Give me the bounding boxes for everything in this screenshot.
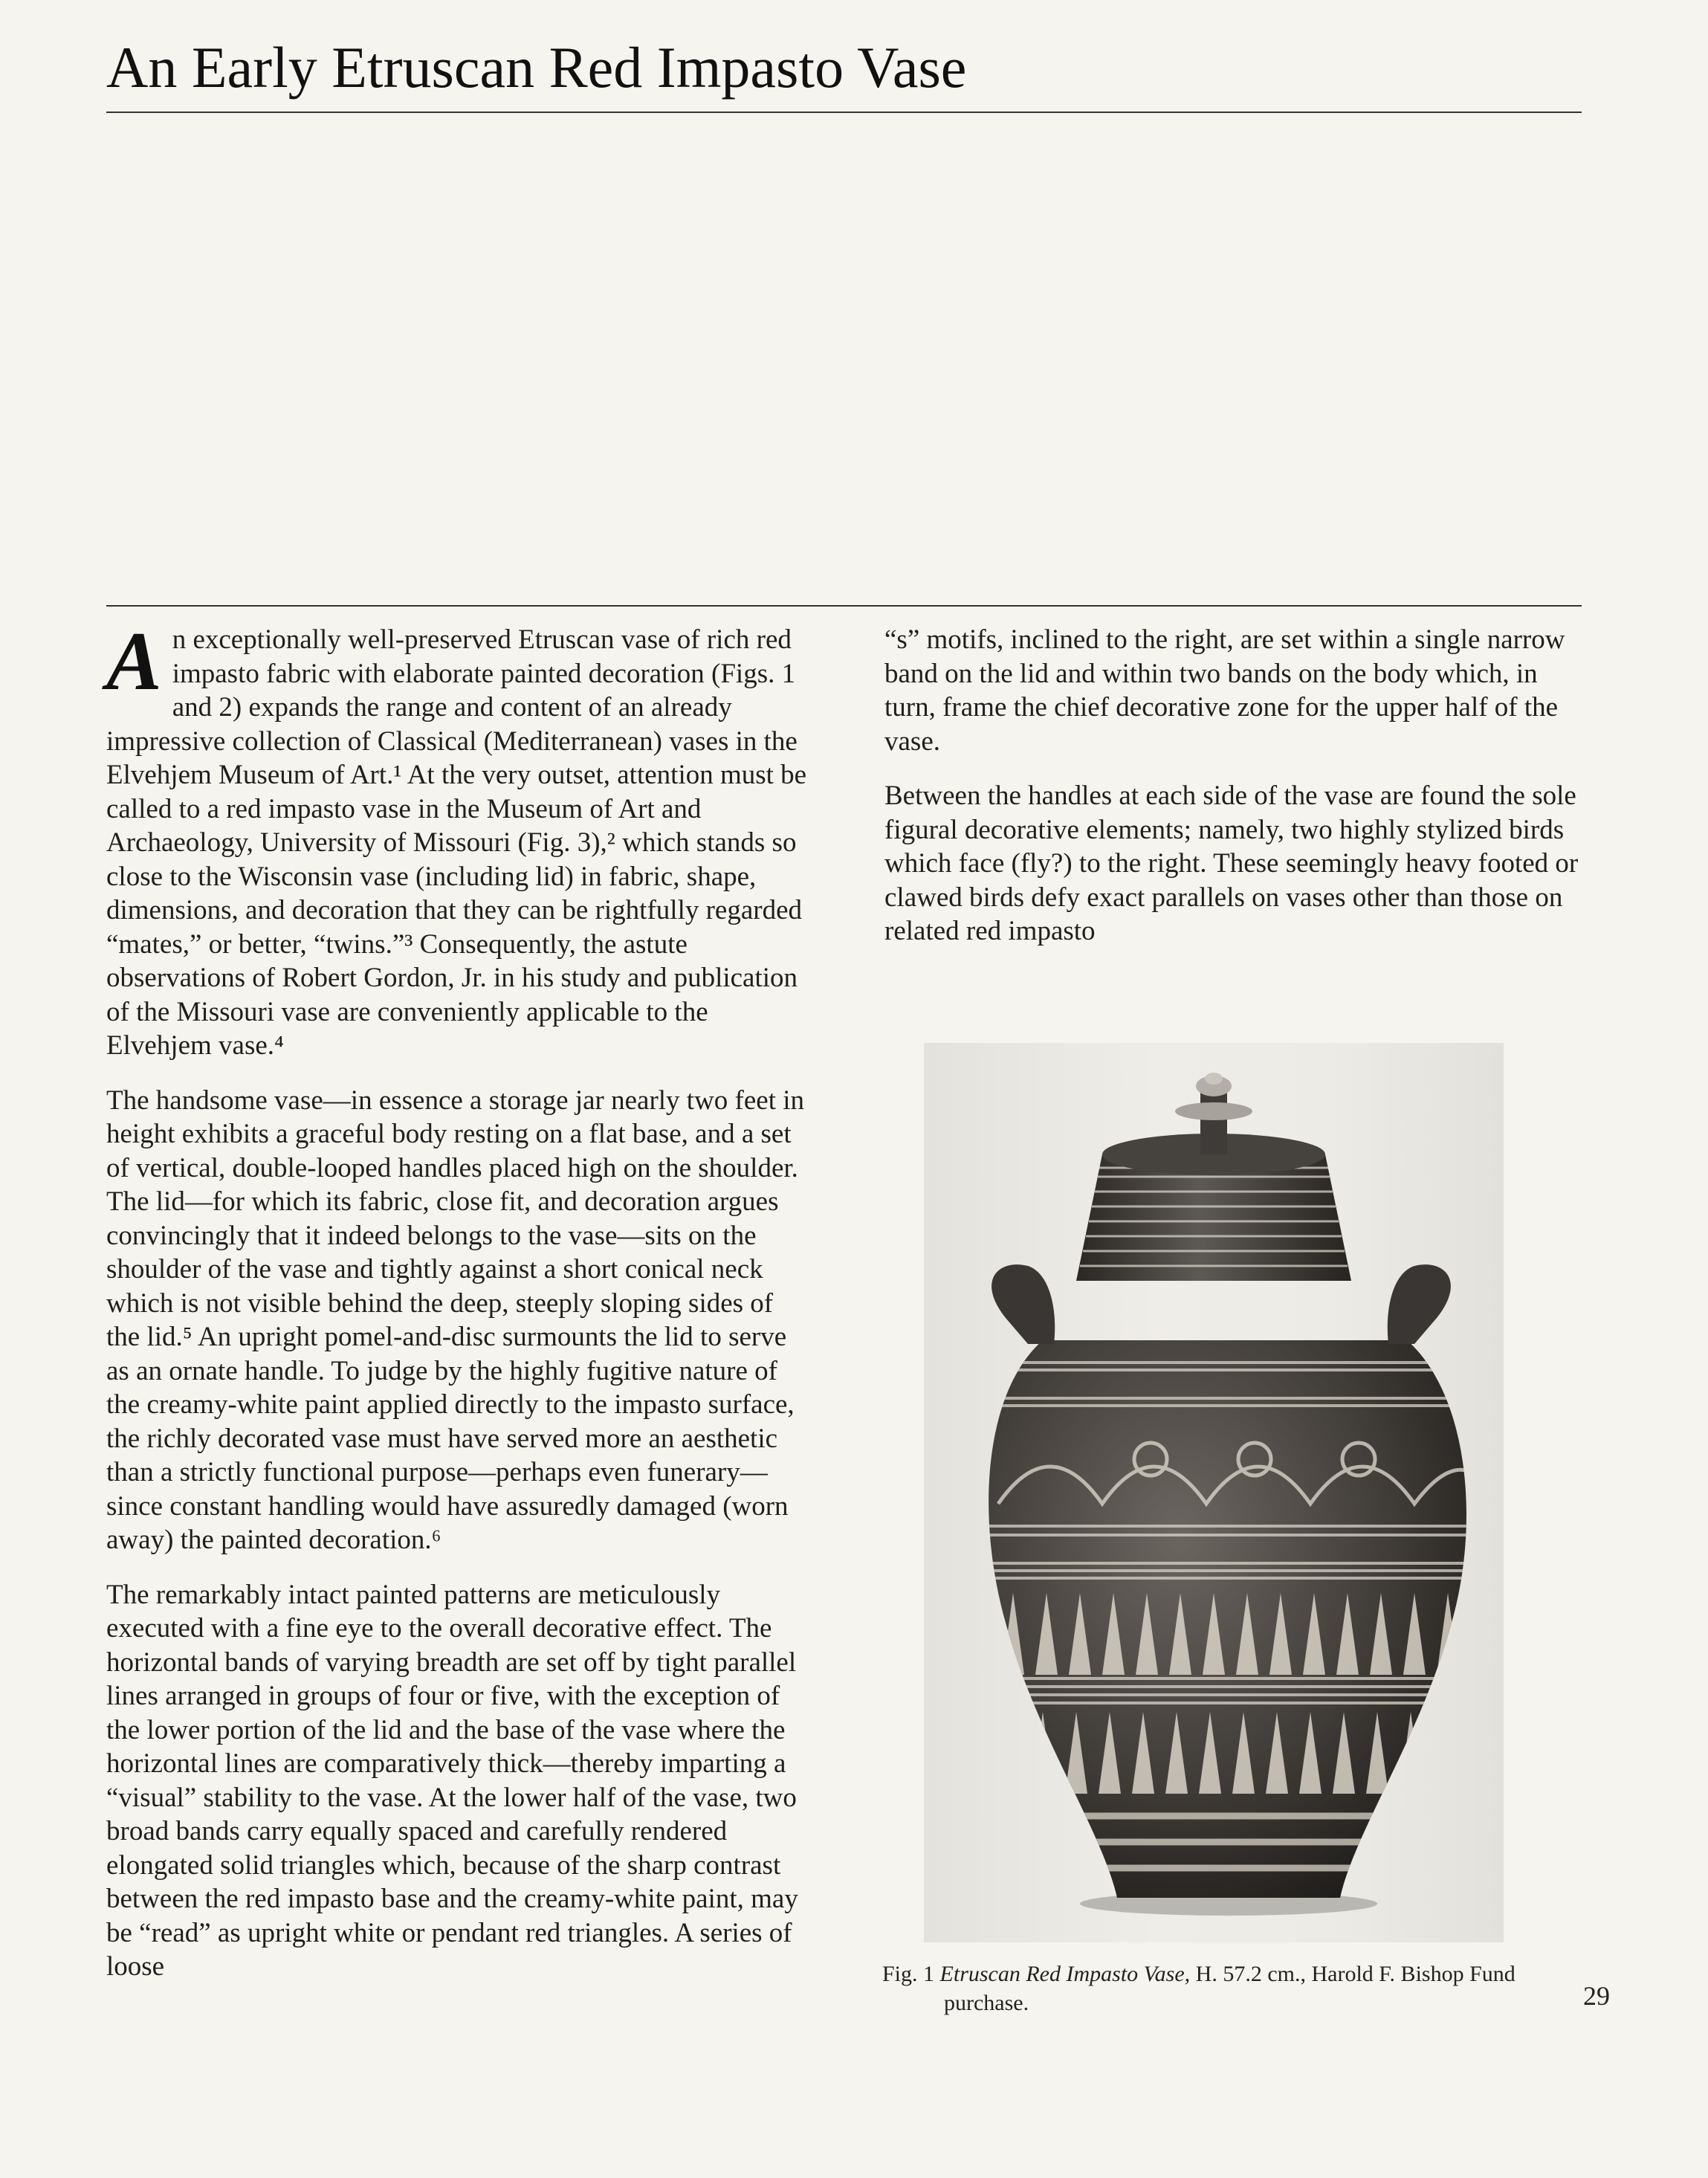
- figure-caption: [882, 1959, 1551, 2017]
- figure-details-cont: purchase.: [944, 1991, 1029, 2015]
- section-rule: [106, 605, 1582, 607]
- right-column: [884, 623, 1591, 969]
- figure-label: Fig. 1: [882, 1962, 935, 1986]
- page-number: 29: [1583, 1981, 1610, 2011]
- vase-illustration: [924, 1043, 1504, 1942]
- paragraph-4: “s” motifs, inclined to the right, are set within a single narrow band on the lid and within two bands on the body which, in turn, frame the chief decorative zone for the upper half of the vase.: [884, 624, 1565, 757]
- vase-photo: [924, 1043, 1504, 1942]
- paragraph-3: The remarkably intact painted patterns are meticulously executed with a fine eye to the overall decorative effect. The horizontal bands of varying breadth are set off by tight parallel lines arranged in groups of four or five, with the exception of the lower portion of the lid and the base of the vase where the horizontal lines are comparatively thick—thereby imparting a “visual” stability to the vase. At the lower half of the vase, two broad bands carry equally spaced and carefully rendered elongated solid triangles which, because of the sharp contrast between the red impasto base and the creamy-white paint, may be “read” as upright white or pendant red triangles. A series of loose: [106, 1579, 798, 1982]
- paragraph-5: Between the handles at each side of the vase are found the sole figural decorative elements; namely, two highly stylized birds which face (fly?) to the right. These seemingly heavy footed or clawed birds defy exact parallels on vases other than those on related red impasto: [884, 781, 1579, 946]
- paragraph-1-text: n exceptionally well-preserved Etruscan vase of rich red impasto fabric with elaborate painted decoration (Figs. 1 and 2) expands the range and content of an already impressive collection of Classical (Mediterranean) vases in the Elvehjem Museum of Art.¹ At the very outset, attention must be called to a red impasto vase in the Museum of Art and Archaeology, University of Missouri (Fig. 3),² which stands so close to the Wisconsin vase (including lid) in fabric, shape, dimensions, and decoration that they can be rightfully regarded “mates,” or better, “twins.”³ Consequently, the astute observations of Robert Gordon, Jr. in his study and publication of the Missouri vase are conveniently applicable to the Elvehjem vase.⁴: [106, 624, 807, 1061]
- title-rule: [106, 112, 1582, 113]
- figure-title: Etruscan Red Impasto Vase,: [939, 1962, 1191, 1986]
- drop-cap: A: [106, 615, 162, 708]
- left-column: [106, 615, 812, 2005]
- paragraph-2: The handsome vase—in essence a storage jar nearly two feet in height exhibits a graceful body resting on a flat base, and a set of vertical, double-looped handles placed high on the shoulder. The lid—for which its fabric, close fit, and decoration argues convincingly that it indeed belongs to the vase—sits on the shoulder of the vase and tightly against a short conical neck which is not visible behind the deep, steeply sloping sides of the lid.⁵ An upright pomel-and-disc surmounts the lid to serve as an ornate handle. To judge by the highly fugitive nature of the creamy-white paint applied directly to the impasto surface, the richly decorated vase must have served more an aesthetic than a strictly functional purpose—perhaps even funerary—since constant handling would have assuredly damaged (worn away) the painted decoration.⁶: [106, 1085, 805, 1555]
- figure-details: H. 57.2 cm., Harold F. Bishop Fund: [1195, 1962, 1515, 1986]
- paragraph-1: [106, 615, 812, 1063]
- article-title: An Early Etruscan Red Impasto Vase: [106, 35, 967, 100]
